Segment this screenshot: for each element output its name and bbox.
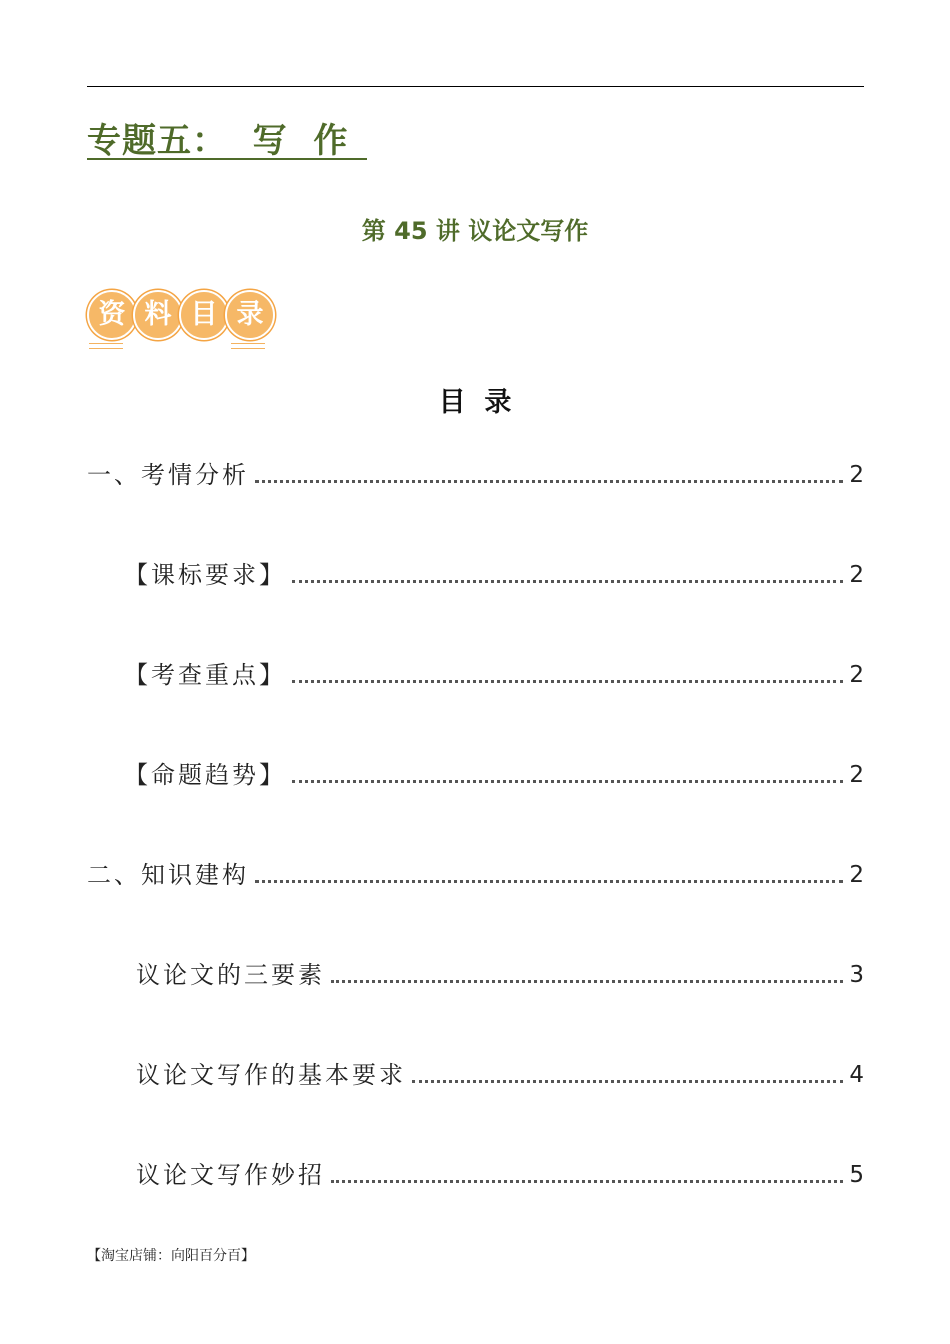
- toc-entry[interactable]: [136, 952, 864, 992]
- toc-entry[interactable]: [136, 1152, 864, 1192]
- toc-entry-page: 5: [849, 1162, 864, 1188]
- toc-entry-page: 3: [849, 962, 864, 988]
- toc-entry-label: 二、知识建构: [87, 861, 249, 889]
- toc-entry[interactable]: [87, 452, 864, 492]
- badge-char-3: 目: [179, 290, 229, 340]
- footer-shop-note: 【淘宝店铺：向阳百分百】: [87, 1248, 255, 1264]
- toc-entry[interactable]: [136, 1052, 864, 1092]
- badge-char-4: 录: [225, 290, 275, 340]
- toc-dot-leader: [292, 680, 843, 683]
- toc-entry-page: 2: [849, 762, 864, 788]
- toc-entry-page: 4: [849, 1062, 864, 1088]
- toc-entry-label: 一、考情分析: [87, 461, 249, 489]
- toc-entry[interactable]: [87, 852, 864, 892]
- badge-char-1: 资: [87, 290, 137, 340]
- toc-entry-label: 议论文写作的基本要求: [136, 1061, 406, 1089]
- toc-title: 目 录: [438, 387, 512, 418]
- toc-entry-page: 2: [849, 462, 864, 488]
- toc-entry[interactable]: [124, 752, 864, 792]
- toc-entry-page: 2: [849, 862, 864, 888]
- toc-entry[interactable]: [124, 652, 864, 692]
- toc-dot-leader: [331, 1180, 843, 1183]
- toc-entry-label: 议论文写作妙招: [136, 1161, 325, 1189]
- toc-entry-label: 议论文的三要素: [136, 961, 325, 989]
- toc-entry-label: 【考查重点】: [124, 661, 286, 689]
- toc-entry-page: 2: [849, 662, 864, 688]
- toc-dot-leader: [292, 580, 843, 583]
- toc-dot-leader: [255, 480, 843, 483]
- chapter-title: 专题五： 写 作: [87, 121, 349, 161]
- toc-dot-leader: [412, 1080, 843, 1083]
- toc-entry[interactable]: [124, 552, 864, 592]
- toc-dot-leader: [292, 780, 843, 783]
- toc-entry-label: 【命题趋势】: [124, 761, 286, 789]
- lecture-title: 第 45 讲 议论文写作: [361, 217, 589, 245]
- toc-dot-leader: [331, 980, 843, 983]
- toc-entry-label: 【课标要求】: [124, 561, 286, 589]
- badge-char-2: 料: [133, 290, 183, 340]
- toc-dot-leader: [255, 880, 843, 883]
- toc-entry-page: 2: [849, 562, 864, 588]
